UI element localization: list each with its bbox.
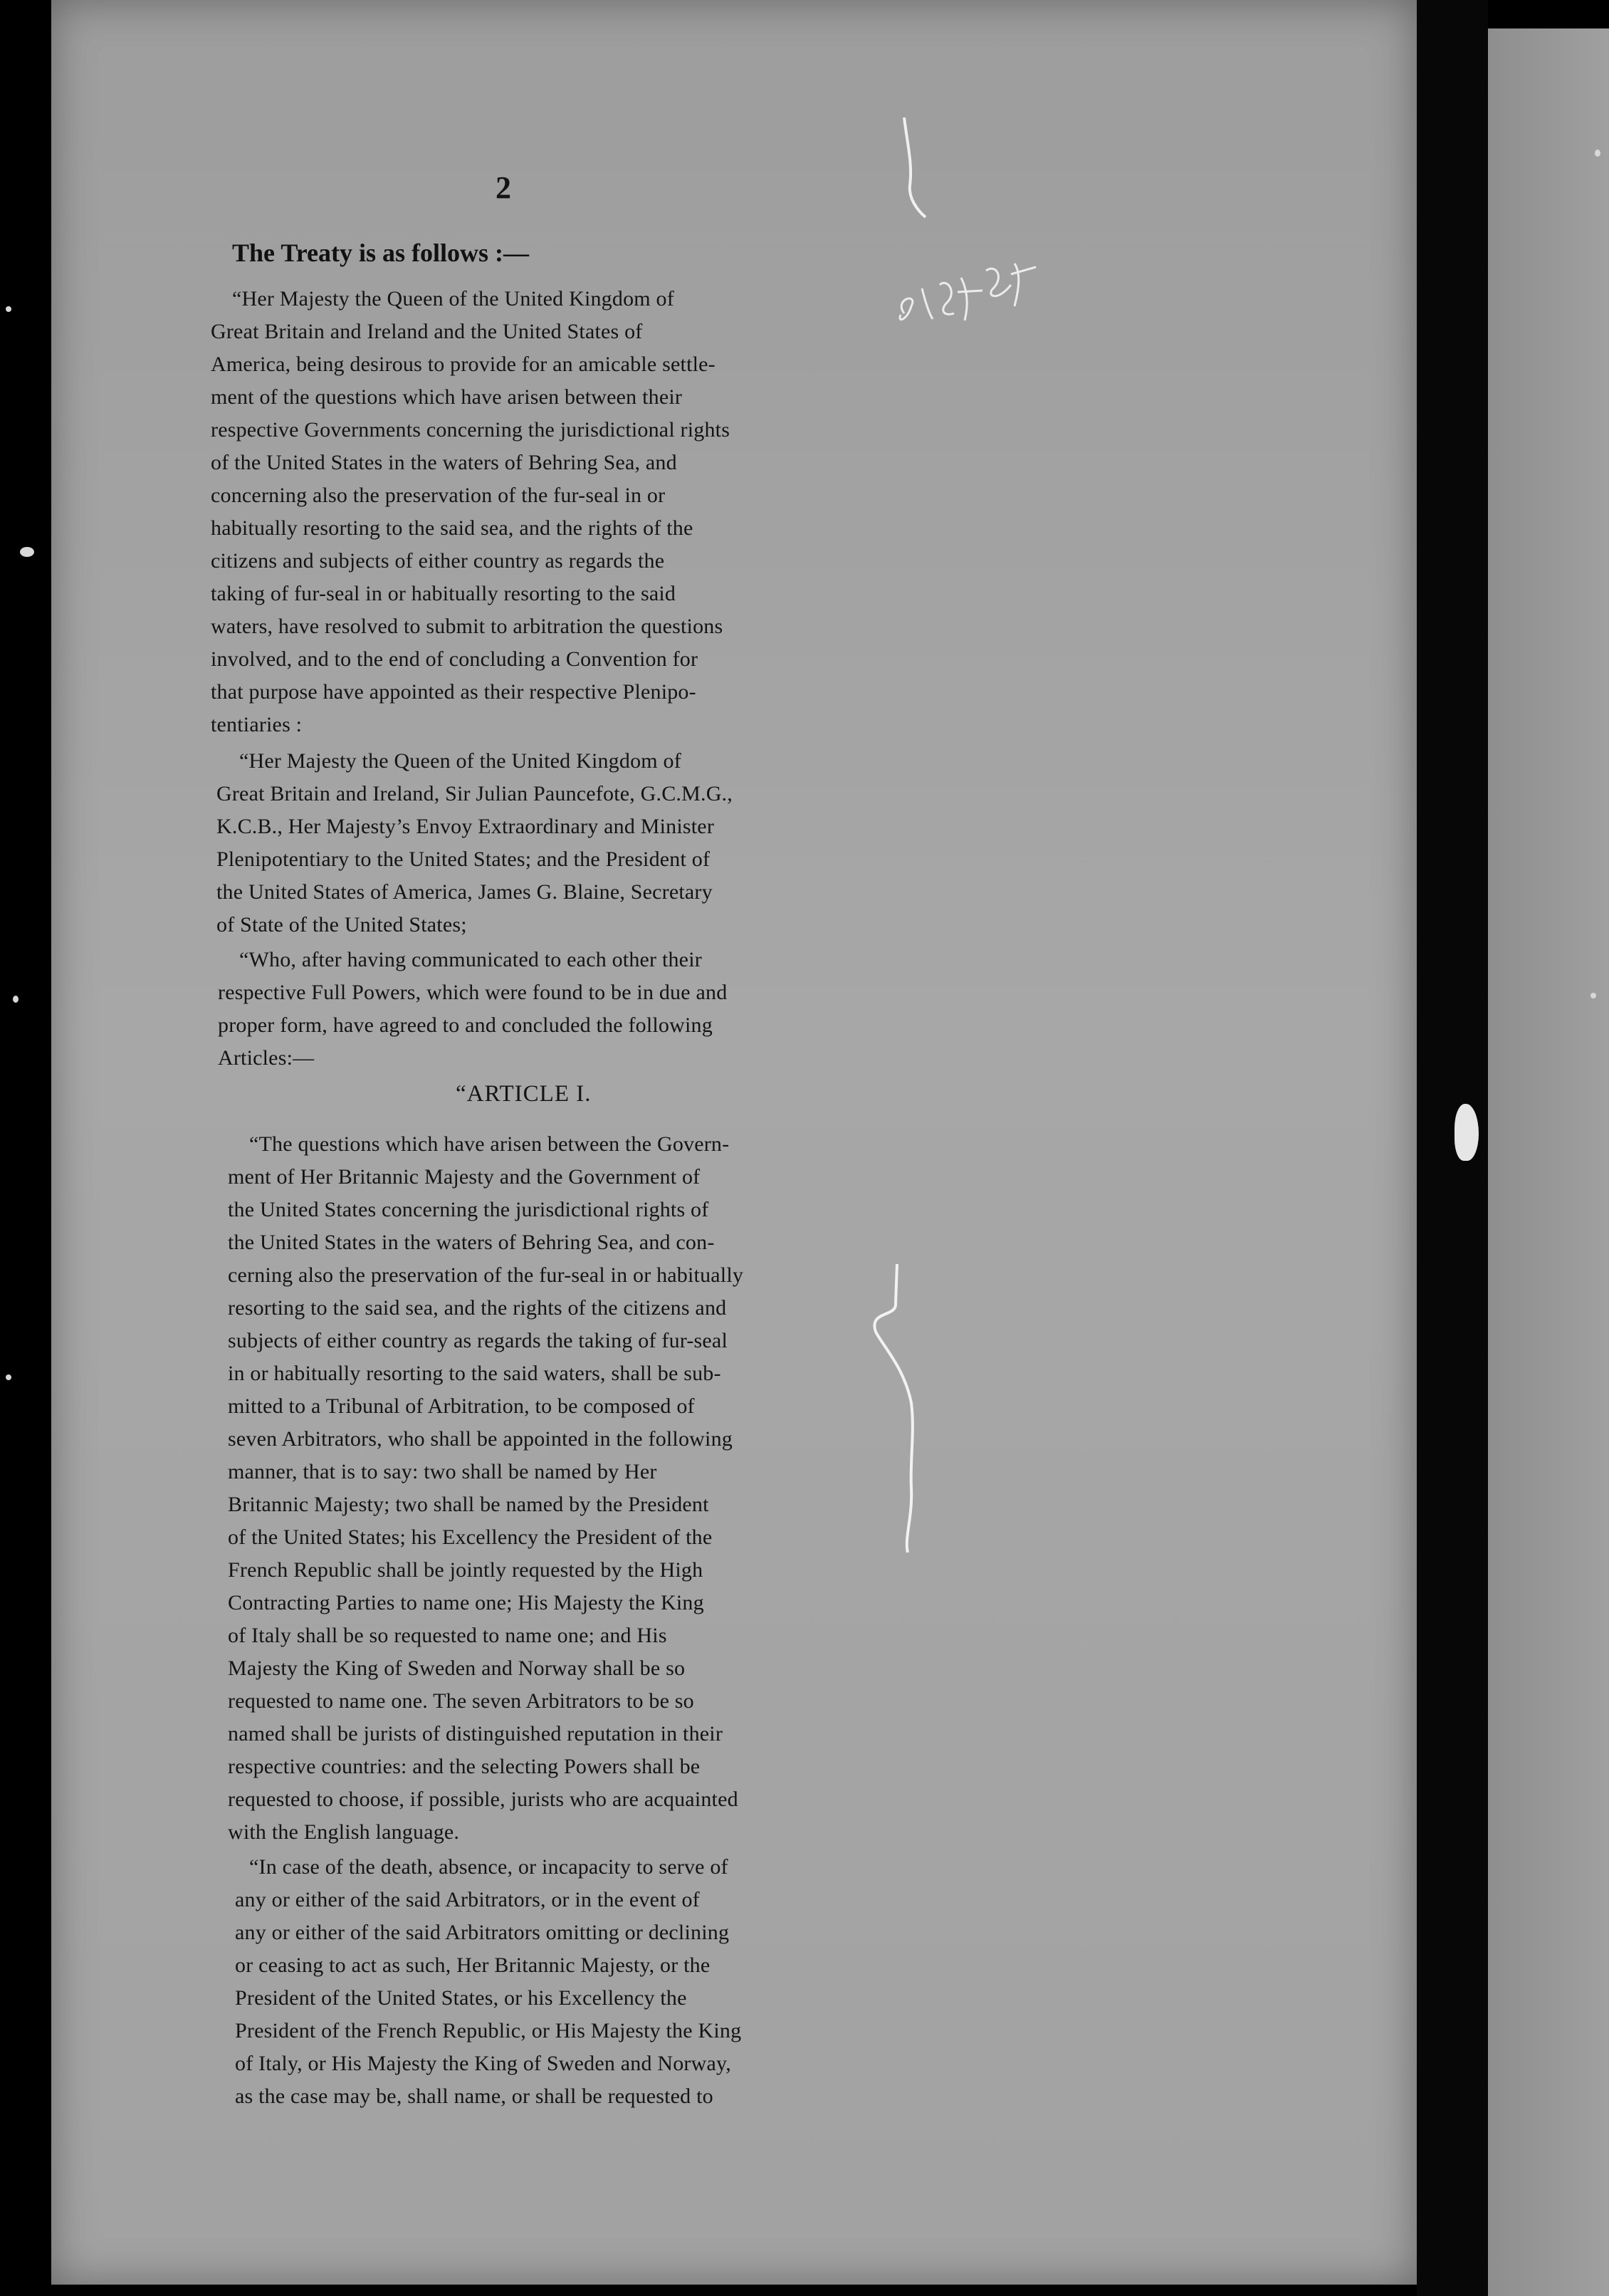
text-line: of Italy, or His Majesty the King of Sweden and Norway, [235, 2052, 731, 2075]
text-line: respective countries: and the selecting Powers shall be [228, 1755, 701, 1778]
text-line: Articles:— [218, 1046, 315, 1070]
text-line: “Who, after having communicated to each other their [239, 948, 702, 971]
text-line: taking of fur-seal in or habitually resorting to the said [211, 582, 676, 605]
text-line: or ceasing to act as such, Her Britannic Majesty, or the [235, 1953, 711, 1977]
text-line: President of the United States, or his Excellency the [235, 1986, 687, 2010]
text-line: ment of Her Britannic Majesty and the Government of [228, 1165, 701, 1189]
text-line: Britannic Majesty; two shall be named by the President [228, 1493, 709, 1516]
text-line: “In case of the death, absence, or incapacity to serve of [249, 1855, 728, 1879]
text-line: of Italy shall be so requested to name one; and His [228, 1624, 667, 1647]
text-line: mitted to a Tribunal of Arbitration, to be composed of [228, 1394, 695, 1418]
text-line: of the United States; his Excellency the President of the [228, 1525, 713, 1549]
text-line: of State of the United States; [216, 913, 467, 936]
text-line: respective Full Powers, which were found to be in due and [218, 981, 728, 1004]
edge-speck [1595, 150, 1600, 157]
text-line: of the United States in the waters of Behring Sea, and [211, 451, 677, 474]
text-line: Great Britain and Ireland, Sir Julian Pauncefote, G.C.M.G., [216, 782, 733, 805]
text-line: citizens and subjects of either country as regards the [211, 549, 665, 573]
text-line: habitually resorting to the said sea, and the rights of the [211, 516, 693, 540]
text-line: with the English language. [228, 1820, 460, 1844]
text-line: “Her Majesty the Queen of the United Kingdom of [239, 749, 681, 773]
edge-speck [1590, 993, 1596, 998]
text-line: President of the French Republic, or His Majesty the King [235, 2019, 742, 2042]
edge-speck [6, 306, 11, 312]
article-title: “ARTICLE I. [456, 1081, 592, 1107]
text-line: Majesty the King of Sweden and Norway shall be so [228, 1656, 686, 1680]
text-line: subjects of either country as regards the taking of fur-seal [228, 1329, 728, 1352]
text-line: the United States in the waters of Behring Sea, and con- [228, 1231, 715, 1254]
text-line: requested to name one. The seven Arbitrators to be so [228, 1689, 694, 1713]
margin-handwriting [890, 235, 1054, 342]
text-line: “Her Majesty the Queen of the United Kingdom of [232, 287, 674, 311]
page-gutter [1417, 0, 1488, 2296]
text-line: K.C.B., Her Majesty’s Envoy Extraordinary and Minister [216, 815, 715, 838]
text-line: Plenipotentiary to the United States; and the President of [216, 847, 711, 871]
edge-speck [20, 547, 34, 557]
text-line: French Republic shall be jointly requested by the High [228, 1558, 703, 1582]
text-line: the United States concerning the jurisdictional rights of [228, 1198, 709, 1221]
text-line: involved, and to the end of concluding a Convention for [211, 647, 698, 671]
edge-speck [6, 1374, 11, 1380]
text-line: proper form, have agreed to and concluded the following [218, 1013, 713, 1037]
adjacent-page-edge [1488, 28, 1609, 2296]
section-heading: The Treaty is as follows :— [232, 239, 530, 267]
text-line: cerning also the preservation of the fur-seal in or habitually [228, 1263, 744, 1287]
text-line: concerning also the preservation of the fur-seal in or [211, 484, 666, 507]
text-line: in or habitually resorting to the said waters, shall be sub- [228, 1362, 721, 1385]
text-line: that purpose have appointed as their respective Plenipo- [211, 680, 696, 704]
text-line: “The questions which have arisen between the Govern- [249, 1132, 730, 1156]
text-line: named shall be jurists of distinguished reputation in their [228, 1722, 723, 1746]
text-line: respective Governments concerning the jurisdictional rights [211, 418, 730, 442]
text-line: seven Arbitrators, who shall be appointed in the following [228, 1427, 733, 1451]
text-line: requested to choose, if possible, jurists who are acquainted [228, 1788, 738, 1811]
text-line: resorting to the said sea, and the rights of the citizens and [228, 1296, 727, 1320]
text-line: ment of the questions which have arisen between their [211, 385, 683, 409]
text-line: as the case may be, shall name, or shall be requested to [235, 2084, 713, 2108]
text-line: Contracting Parties to name one; His Majesty the King [228, 1591, 704, 1614]
page-number: 2 [496, 170, 511, 205]
text-line: any or either of the said Arbitrators omitting or declining [235, 1921, 730, 1944]
text-line: Great Britain and Ireland and the United States of [211, 320, 643, 343]
margin-stroke [854, 1261, 947, 1560]
text-line: tentiaries : [211, 713, 303, 736]
text-line: the United States of America, James G. Blaine, Secretary [216, 880, 713, 904]
text-line: any or either of the said Arbitrators, or in the event of [235, 1888, 700, 1911]
edge-speck [13, 996, 19, 1003]
paper-blot [1455, 1104, 1479, 1161]
text-line: manner, that is to say: two shall be named by Her [228, 1460, 657, 1483]
margin-stroke [897, 114, 933, 221]
text-line: America, being desirous to provide for an amicable settle- [211, 353, 716, 376]
text-line: waters, have resolved to submit to arbitration the questions [211, 615, 723, 638]
